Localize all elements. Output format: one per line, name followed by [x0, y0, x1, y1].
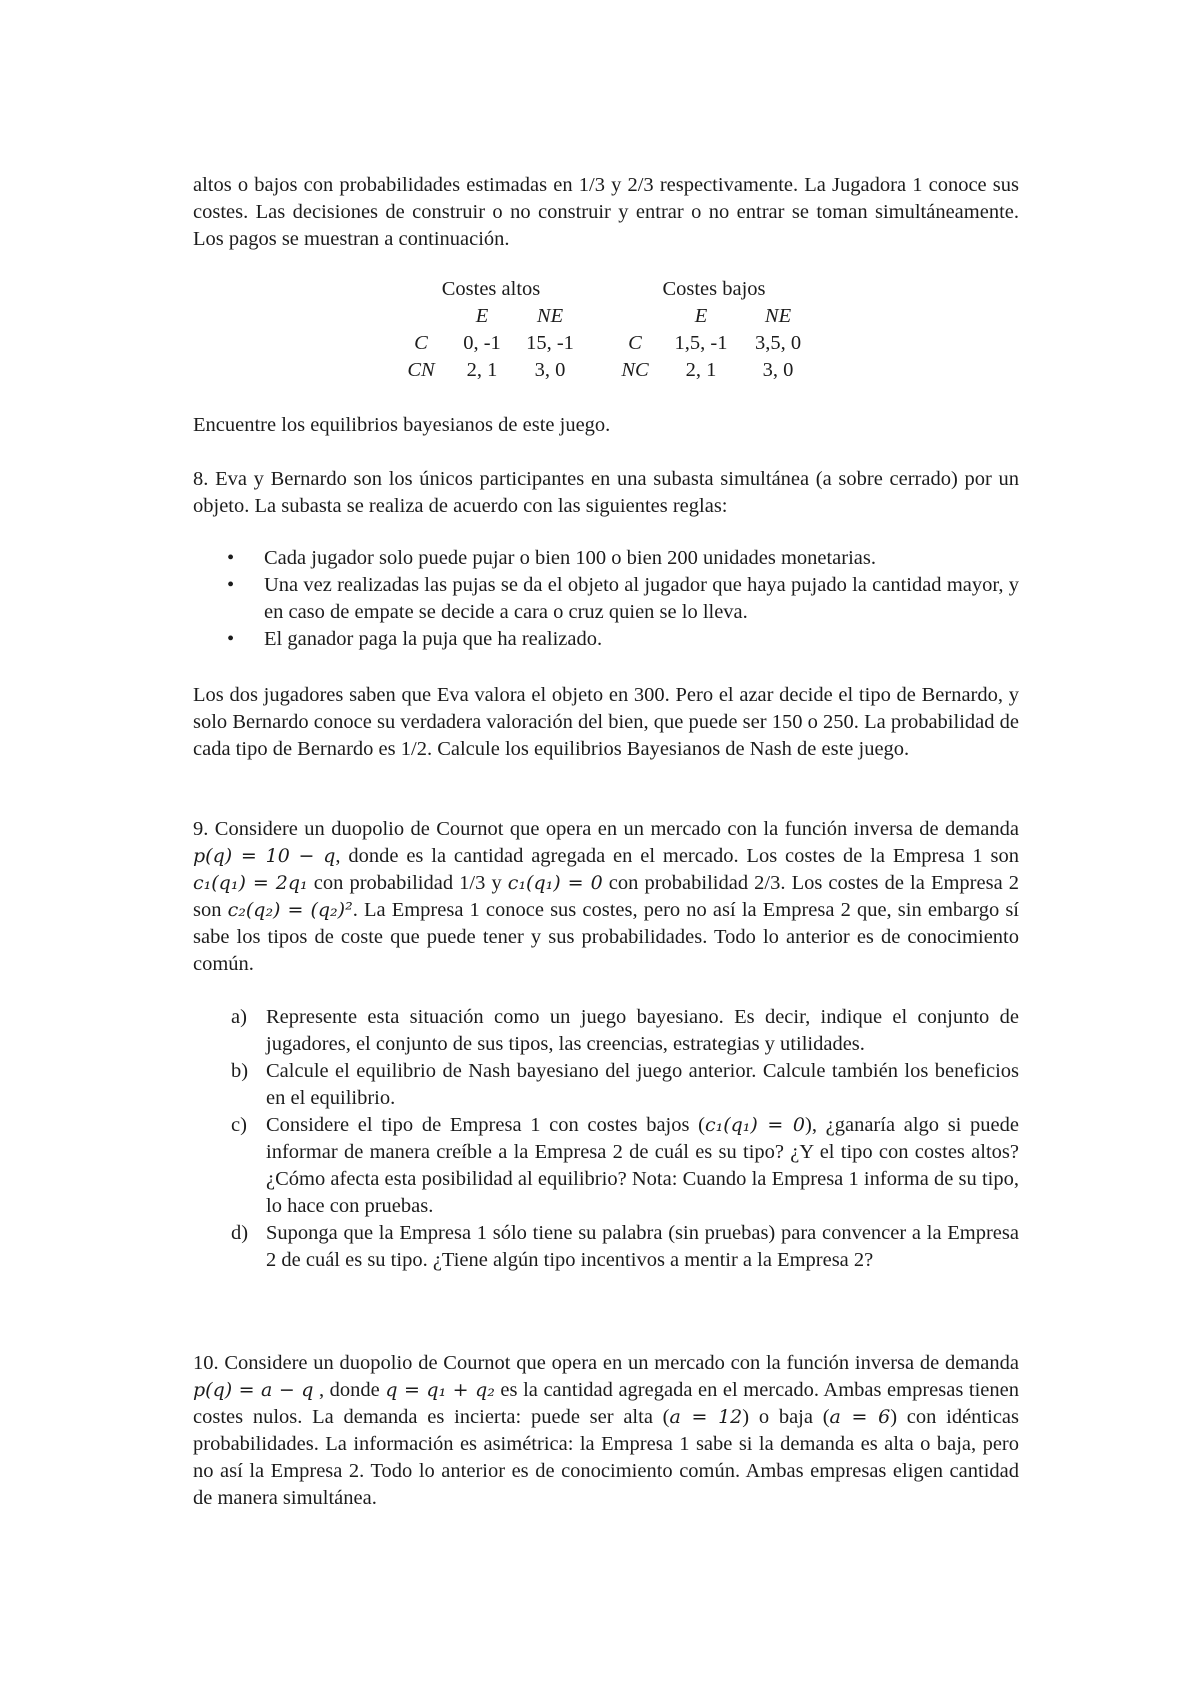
list-item: a) Represente esta situación como un juego bayesiano. Es decir, indique el conjunto de jugadores, el conjunto de sus tipos, las creencias, estrategias y utilidades. [231, 1006, 1019, 1055]
low-col-e: E [694, 305, 708, 327]
list-item: • Cada jugador solo puede pujar o bien 100 o bien 200 unidades monetarias. [193, 545, 1019, 572]
high-row-label: CN [407, 359, 435, 381]
high-cell: 15, -1 [526, 332, 574, 354]
low-row-label: NC [621, 359, 649, 381]
math-expression: c₁(q₁) = 0 [507, 872, 603, 894]
high-col-ne: NE [536, 305, 564, 327]
q8-rules-list [193, 545, 1019, 653]
q7-question: Encuentre los equilibrios bayesianos de este juego. [193, 414, 611, 436]
q7-intro-paragraph: altos o bajos con probabilidades estimadas en 1/3 y 2/3 respectivamente. La Jugadora 1 conoce sus costes. Las decisiones de construir o no construir y entrar o no entrar se toman simultáneamente. Los pagos se muestran a continuación. [193, 174, 1019, 250]
high-cell: 2, 1 [466, 359, 498, 381]
math-expression: c₁(q₁) = 2q₁ [193, 872, 308, 894]
item-label: a) [231, 1006, 247, 1028]
low-costs-title: Costes bajos [662, 278, 766, 300]
math-expression: a = 6 [829, 1406, 891, 1428]
low-cell: 3, 0 [762, 359, 794, 381]
item-label: d) [231, 1222, 249, 1244]
q10-paragraph: 10. Considere un duopolio de Cournot que opera en un mercado con la función inversa de demanda p(q) = a − q , donde q = q₁ + q₂ es la cantidad agregada en el mercado. Ambas empresas tienen costes nulos. La demanda es incierta: puede ser alta (a = 12) o baja (a = 6) con idénticas probabilidades. La información es asimétrica: la Empresa 1 sabe si la demanda es alta o baja, pero no así la Empresa 2. Todo lo anterior es de conocimiento común. Ambas empresas eligen cantidad de manera simultánea. [193, 1352, 1020, 1509]
math-expression: p(q) = a − q [193, 1379, 314, 1401]
high-cell: 3, 0 [534, 359, 566, 381]
high-cell: 0, -1 [463, 332, 501, 354]
math-expression: q = q₁ + q₂ [385, 1379, 495, 1401]
high-row-label: C [414, 332, 428, 354]
list-item: c) Considere el tipo de Empresa 1 con costes bajos (c₁(q₁) = 0), ¿ganaría algo si puede informar de manera creíble a la Empresa 2 de cuál es su tipo? ¿Y el tipo con costes altos? ¿Cómo afecta esta posibilidad al equilibrio? Nota: Cuando la Empresa 1 informa de su tipo, lo hace con pruebas. [231, 1114, 1019, 1217]
list-item: • Una vez realizadas las pujas se da el objeto al jugador que haya pujado la cantidad mayor, y en caso de empate se decide a cara o cruz quien se lo lleva. [227, 574, 1019, 623]
low-cell: 3,5, 0 [754, 332, 802, 354]
list-item: • El ganador paga la puja que ha realizado. [193, 626, 1019, 653]
low-cell: 1,5, -1 [674, 332, 728, 354]
bullet-icon: • [227, 574, 235, 596]
math-expression: c₂(q₂) = (q₂)² [227, 899, 353, 921]
q8-paragraph: 8. Eva y Bernardo son los únicos participantes en una subasta simultánea (a sobre cerrado) por un objeto. La subasta se realiza de acuerdo con las siguientes reglas: [193, 468, 1019, 517]
item-label: c) [231, 1114, 247, 1136]
bullet-icon: • [227, 547, 235, 569]
low-row-label: C [628, 332, 642, 354]
q9-subquestions-list [193, 1004, 1019, 1274]
list-item: d) Suponga que la Empresa 1 sólo tiene su palabra (sin pruebas) para convencer a la Empresa 2 de cuál es su tipo. ¿Tiene algún tipo incentivos a mentir a la Empresa 2? [231, 1222, 1019, 1271]
bullet-icon: • [227, 628, 235, 650]
q9-paragraph: 9. Considere un duopolio de Cournot que opera en un mercado con la función inversa de demanda p(q) = 10 − q, donde es la cantidad agregada en el mercado. Los costes de la Empresa 1 son c₁(q₁) = 2q₁ con probabilidad 1/3 y c₁(q₁) = 0 con probabilidad 2/3. Los costes de la Empresa 2 son c₂(q₂) = (q₂)². La Empresa 1 conoce sus costes, pero no así la Empresa 2 que, sin embargo sí sabe los tipos de coste que puede tener y sus probabilidades. Todo lo anterior es de conocimiento común. [193, 818, 1020, 975]
math-expression: p(q) = 10 − q [193, 845, 336, 867]
math-expression: a = 12 [669, 1406, 743, 1428]
high-costs-title: Costes altos [441, 278, 541, 300]
low-col-ne: NE [764, 305, 792, 327]
high-col-e: E [475, 305, 489, 327]
math-expression: c₁(q₁) = 0 [704, 1114, 806, 1136]
item-label: b) [231, 1060, 249, 1082]
list-item: b) Calcule el equilibrio de Nash bayesiano del juego anterior. Calcule también los beneficios en el equilibrio. [231, 1060, 1019, 1109]
q8-closing-paragraph: Los dos jugadores saben que Eva valora el objeto en 300. Pero el azar decide el tipo de Bernardo, y solo Bernardo conoce su verdadera valoración del bien, que puede ser 150 o 250. La probabilidad de cada tipo de Bernardo es 1/2. Calcule los equilibrios Bayesianos de Nash de este juego. [193, 684, 1019, 760]
low-cell: 2, 1 [685, 359, 717, 381]
